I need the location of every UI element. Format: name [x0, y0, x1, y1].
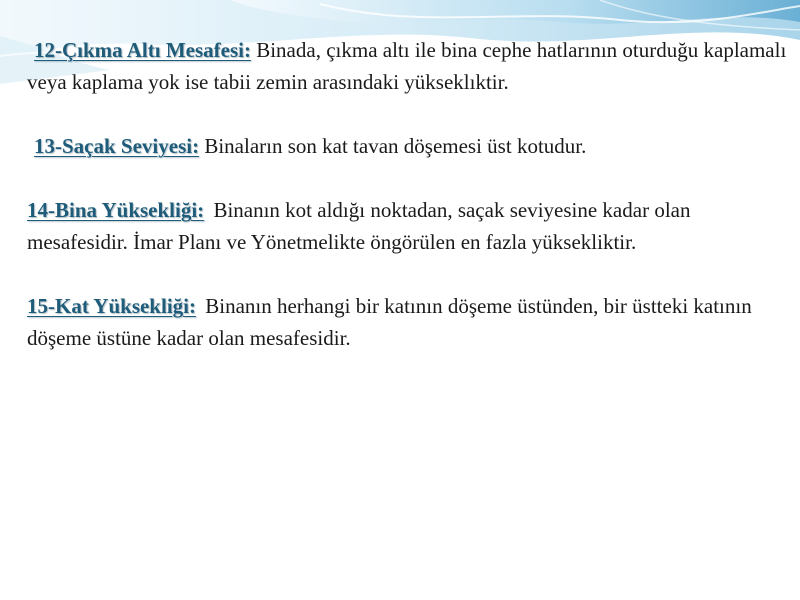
definition-body: Binanın herhangi bir katının döşeme üstünden, bir üstteki katının döşeme üstüne kadar olan mesafesidir.	[27, 294, 752, 350]
definition-12	[27, 34, 793, 98]
definition-body: Binaların son kat tavan döşemesi üst kotudur.	[199, 134, 587, 158]
definition-14	[27, 194, 793, 258]
definition-15	[27, 290, 793, 354]
definition-term: 15-Kat Yüksekliği:	[27, 294, 196, 318]
definitions-text-block	[27, 34, 793, 386]
definition-term: 13-Saçak Seviyesi:	[34, 134, 200, 158]
definition-body: Binanın kot aldığı noktadan, saçak seviyesine kadar olan mesafesidir. İmar Planı ve Yönetmelikte öngörülen en fazla yüksekliktir.	[27, 198, 691, 254]
definition-body: Binada, çıkma altı ile bina cephe hatlarının oturduğu kaplamalı veya kaplama yok ise tabii zemin arasındaki yükseklıktir.	[27, 38, 787, 94]
definition-13	[27, 130, 793, 162]
definition-term: 14-Bina Yüksekliği:	[27, 198, 205, 222]
definition-term: 12-Çıkma Altı Mesafesi:	[34, 38, 251, 62]
